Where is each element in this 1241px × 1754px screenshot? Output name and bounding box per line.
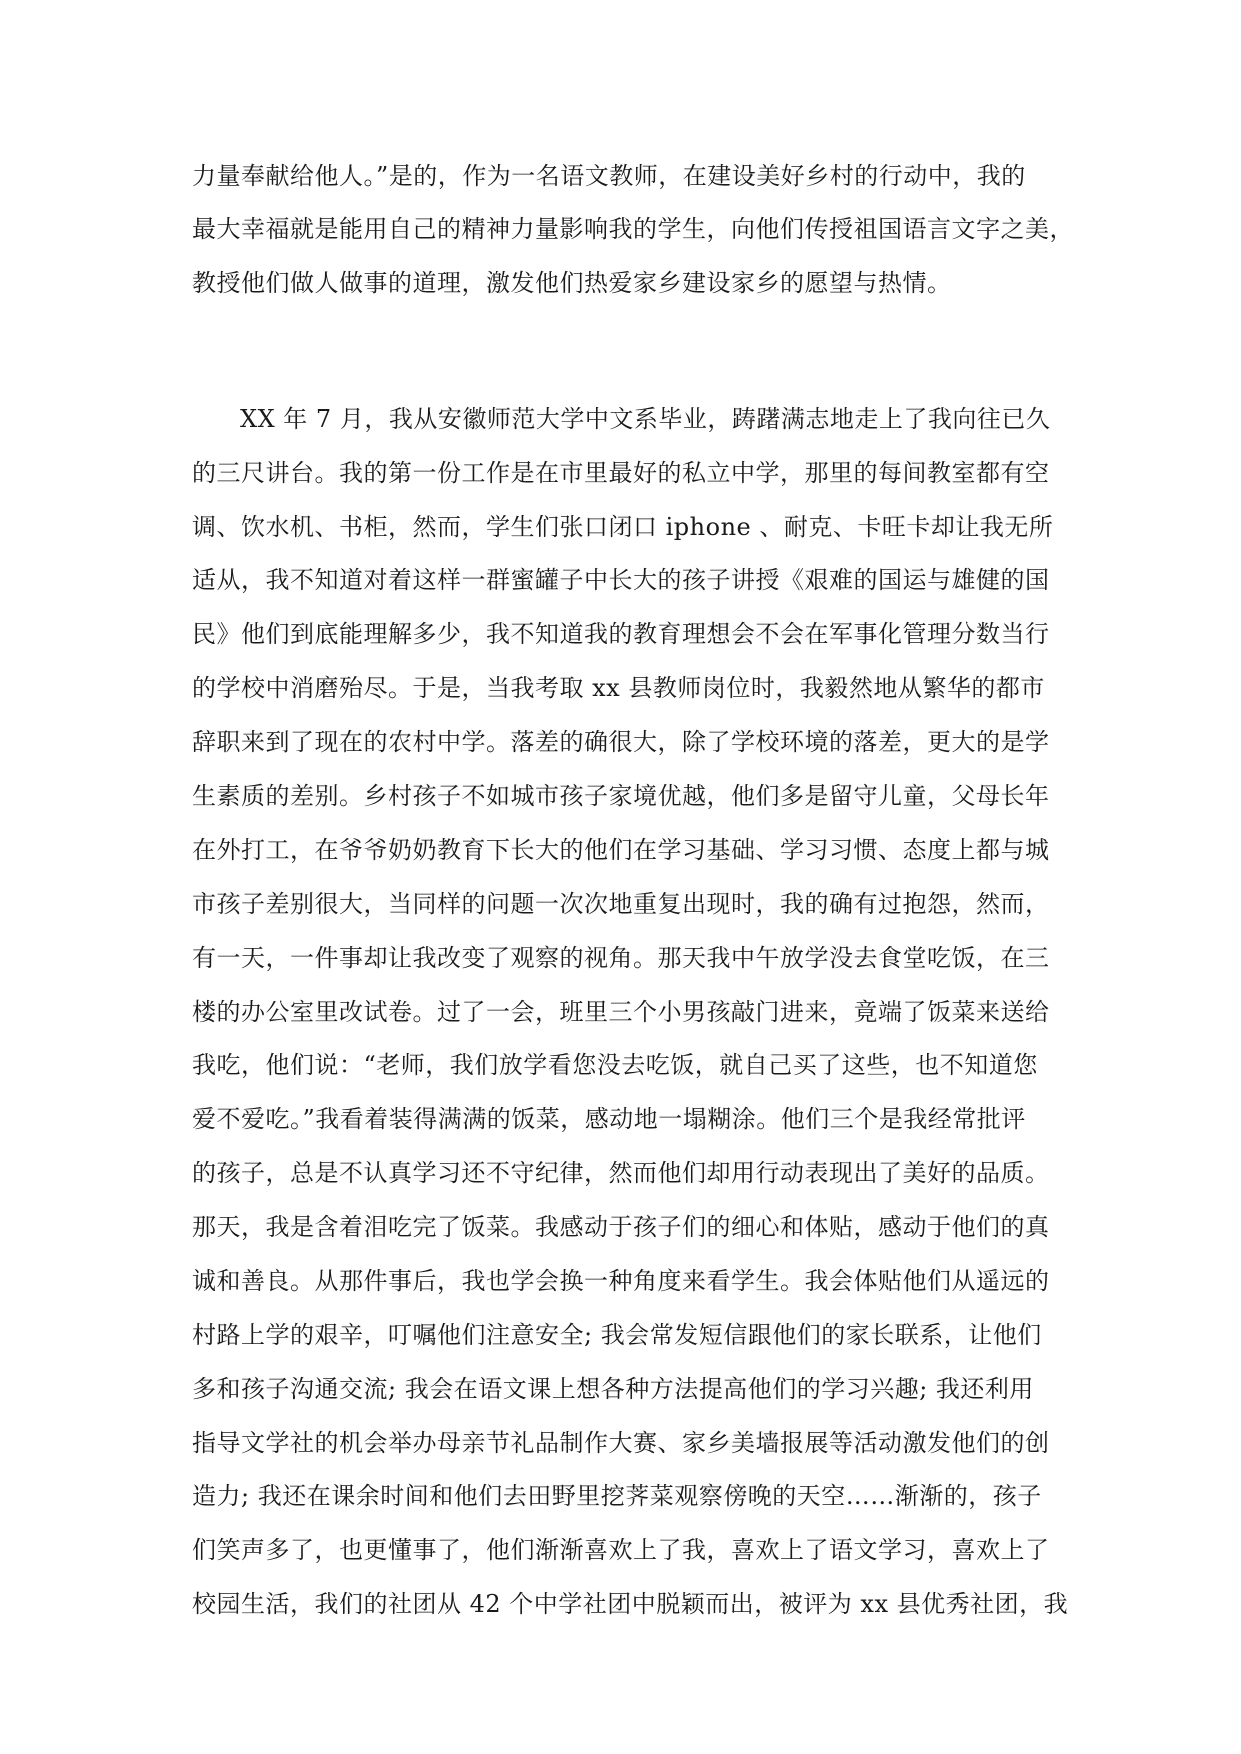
- text-line: 诚和善良。从那件事后，我也学会换一种角度来看学生。我会体贴他们从遥远的: [192, 1267, 1050, 1295]
- text-line: 力量奉献给他人。”是的，作为一名语文教师，在建设美好乡村的行动中，我的: [192, 162, 1026, 190]
- text-line: 我吃，他们说：“老师，我们放学看您没去吃饭，就自己买了这些，也不知道您: [192, 1051, 1038, 1079]
- text-line: 村路上学的艰辛，叮嘱他们注意安全; 我会常发短信跟他们的家长联系，让他们: [192, 1321, 1042, 1349]
- text-line: 辞职来到了现在的农村中学。落差的确很大，除了学校环境的落差，更大的是学: [192, 728, 1050, 756]
- text-line: 教授他们做人做事的道理，激发他们热爱家乡建设家乡的愿望与热情。: [192, 269, 952, 297]
- text-line: 楼的办公室里改试卷。过了一会，班里三个小男孩敲门进来，竟端了饭菜来送给: [192, 998, 1050, 1026]
- text-line: 那天，我是含着泪吃完了饭菜。我感动于孩子们的细心和体贴，感动于他们的真: [192, 1213, 1050, 1241]
- text-line: 多和孩子沟通交流; 我会在语文课上想各种方法提高他们的学习兴趣; 我还利用: [192, 1375, 1034, 1403]
- text-line: 的孩子，总是不认真学习还不守纪律，然而他们却用行动表现出了美好的品质。: [192, 1159, 1050, 1187]
- text-line: 们笑声多了，也更懂事了，他们渐渐喜欢上了我，喜欢上了语文学习，喜欢上了: [192, 1536, 1050, 1564]
- text-line: 生素质的差别。乡村孩子不如城市孩子家境优越，他们多是留守儿童，父母长年: [192, 782, 1050, 810]
- text-line: 校园生活，我们的社团从 42 个中学社团中脱颖而出，被评为 xx 县优秀社团，我: [192, 1590, 1069, 1618]
- text-line: 造力; 我还在课余时间和他们去田野里挖荠菜观察傍晚的天空……渐渐的，孩子: [192, 1482, 1042, 1510]
- text-line: 的三尺讲台。我的第一份工作是在市里最好的私立中学，那里的每间教室都有空: [192, 459, 1050, 487]
- text-line: 指导文学社的机会举办母亲节礼品制作大赛、家乡美墙报展等活动激发他们的创: [192, 1429, 1050, 1457]
- text-line: 的学校中消磨殆尽。于是，当我考取 xx 县教师岗位时，我毅然地从繁华的都市: [192, 674, 1045, 702]
- text-line: 有一天，一件事却让我改变了观察的视角。那天我中午放学没去食堂吃饭，在三: [192, 944, 1050, 972]
- text-line: 爱不爱吃。”我看着装得满满的饭菜，感动地一塌糊涂。他们三个是我经常批评: [192, 1105, 1026, 1133]
- text-line: 在外打工，在爷爷奶奶教育下长大的他们在学习基础、学习习惯、态度上都与城: [192, 836, 1050, 864]
- text-line: 民》他们到底能理解多少，我不知道我的教育理想会不会在军事化管理分数当行: [192, 620, 1050, 648]
- text-line: 适从，我不知道对着这样一群蜜罐子中长大的孩子讲授《艰难的国运与雄健的国: [192, 566, 1050, 594]
- text-line: 市孩子差别很大，当同样的问题一次次地重复出现时，我的确有过抱怨，然而，: [192, 890, 1050, 918]
- text-line: XX 年 7 月，我从安徽师范大学中文系毕业，踌躇满志地走上了我向往已久: [240, 405, 1051, 433]
- text-line: 调、饮水机、书柜，然而，学生们张口闭口 iphone 、耐克、卡旺卡却让我无所: [192, 513, 1054, 541]
- text-line: 最大幸福就是能用自己的精神力量影响我的学生，向他们传授祖国语言文字之美，: [192, 215, 1074, 243]
